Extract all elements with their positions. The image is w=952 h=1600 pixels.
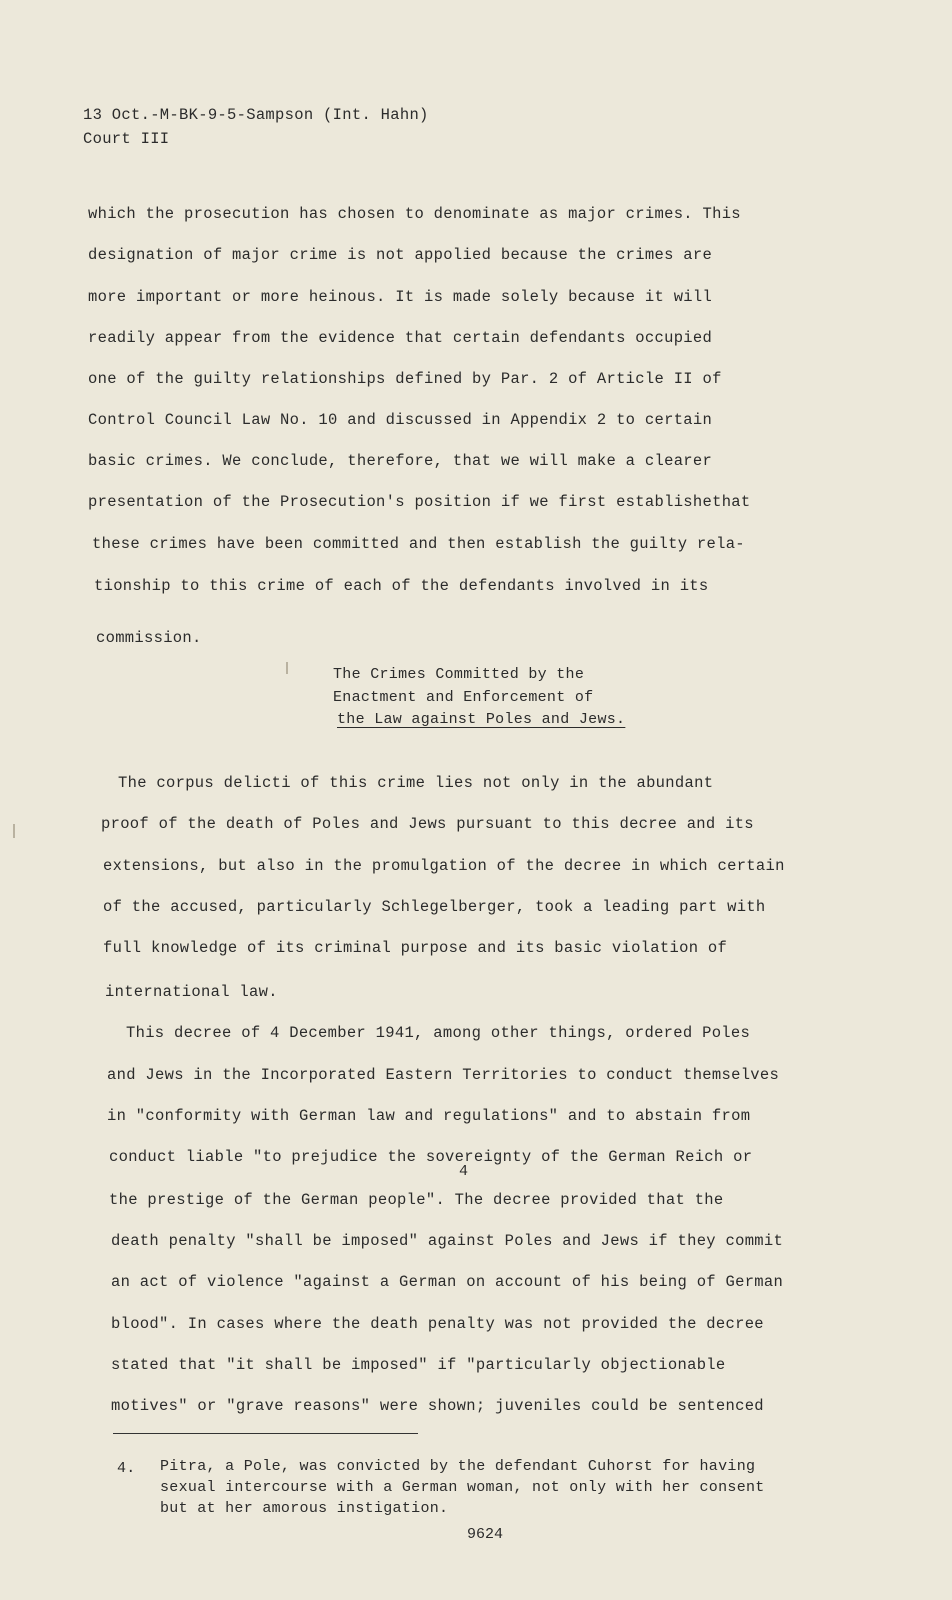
footnote-separator bbox=[113, 1433, 418, 1434]
header-court: Court III bbox=[83, 130, 170, 148]
text-line: these crimes have been committed and then establish the guilty rela- bbox=[92, 535, 745, 553]
footnote-line: but at her amorous instigation. bbox=[160, 1500, 449, 1517]
text-line: which the prosecution has chosen to denominate as major crimes. This bbox=[88, 205, 741, 223]
text-line: basic crimes. We conclude, therefore, that we will make a clearer bbox=[88, 452, 713, 470]
footnote-reference-marker: 4 bbox=[459, 1163, 469, 1180]
text-line: an act of violence "against a German on account of his being of German bbox=[111, 1273, 784, 1291]
text-line: in "conformity with German law and regulations" and to abstain from bbox=[107, 1107, 751, 1125]
text-line: blood". In cases where the death penalty was not provided the decree bbox=[111, 1315, 764, 1333]
footnote-line: Pitra, a Pole, was convicted by the defendant Cuhorst for having bbox=[160, 1458, 756, 1475]
paper-mark bbox=[13, 824, 15, 838]
footnote-line: sexual intercourse with a German woman, not only with her consent bbox=[160, 1479, 765, 1496]
text-line: the prestige of the German people". The decree provided that the bbox=[109, 1191, 724, 1209]
paper-mark bbox=[286, 662, 288, 674]
heading-line: The Crimes Committed by the bbox=[333, 666, 585, 683]
text-line: Control Council Law No. 10 and discussed in Appendix 2 to certain bbox=[88, 411, 713, 429]
text-line: readily appear from the evidence that certain defendants occupied bbox=[88, 329, 713, 347]
text-line: of the accused, particularly Schlegelberger, took a leading part with bbox=[103, 898, 766, 916]
text-line: proof of the death of Poles and Jews pursuant to this decree and its bbox=[101, 815, 754, 833]
text-line: motives" or "grave reasons" were shown; juveniles could be sentenced bbox=[111, 1397, 764, 1415]
text-line: conduct liable "to prejudice the sovereignty of the German Reich or bbox=[109, 1148, 753, 1166]
text-line: death penalty "shall be imposed" against Poles and Jews if they commit bbox=[111, 1232, 784, 1250]
text-line: full knowledge of its criminal purpose and its basic violation of bbox=[103, 939, 728, 957]
text-line: extensions, but also in the promulgation of the decree in which certain bbox=[103, 857, 785, 875]
text-line: presentation of the Prosecution's position if we first establishethat bbox=[88, 493, 751, 511]
text-line: tionship to this crime of each of the defendants involved in its bbox=[94, 577, 709, 595]
text-line: and Jews in the Incorporated Eastern Territories to conduct themselves bbox=[107, 1066, 780, 1084]
text-line: This decree of 4 December 1941, among other things, ordered Poles bbox=[126, 1024, 751, 1042]
page-number: 9624 bbox=[467, 1526, 504, 1543]
heading-line: Enactment and Enforcement of bbox=[333, 689, 594, 706]
text-line: stated that "it shall be imposed" if "particularly objectionable bbox=[111, 1356, 726, 1374]
text-line: designation of major crime is not appolied because the crimes are bbox=[88, 246, 713, 264]
text-line: The corpus delicti of this crime lies not only in the abundant bbox=[118, 774, 714, 792]
text-line: international law. bbox=[105, 983, 278, 1001]
heading-line: the Law against Poles and Jews. bbox=[337, 711, 626, 728]
text-line: more important or more heinous. It is made solely because it will bbox=[88, 288, 713, 306]
header-reference: 13 Oct.-M-BK-9-5-Sampson (Int. Hahn) bbox=[83, 106, 429, 124]
text-line: one of the guilty relationships defined by Par. 2 of Article II of bbox=[88, 370, 722, 388]
footnote-number: 4. bbox=[117, 1460, 136, 1477]
text-line: commission. bbox=[96, 629, 202, 647]
